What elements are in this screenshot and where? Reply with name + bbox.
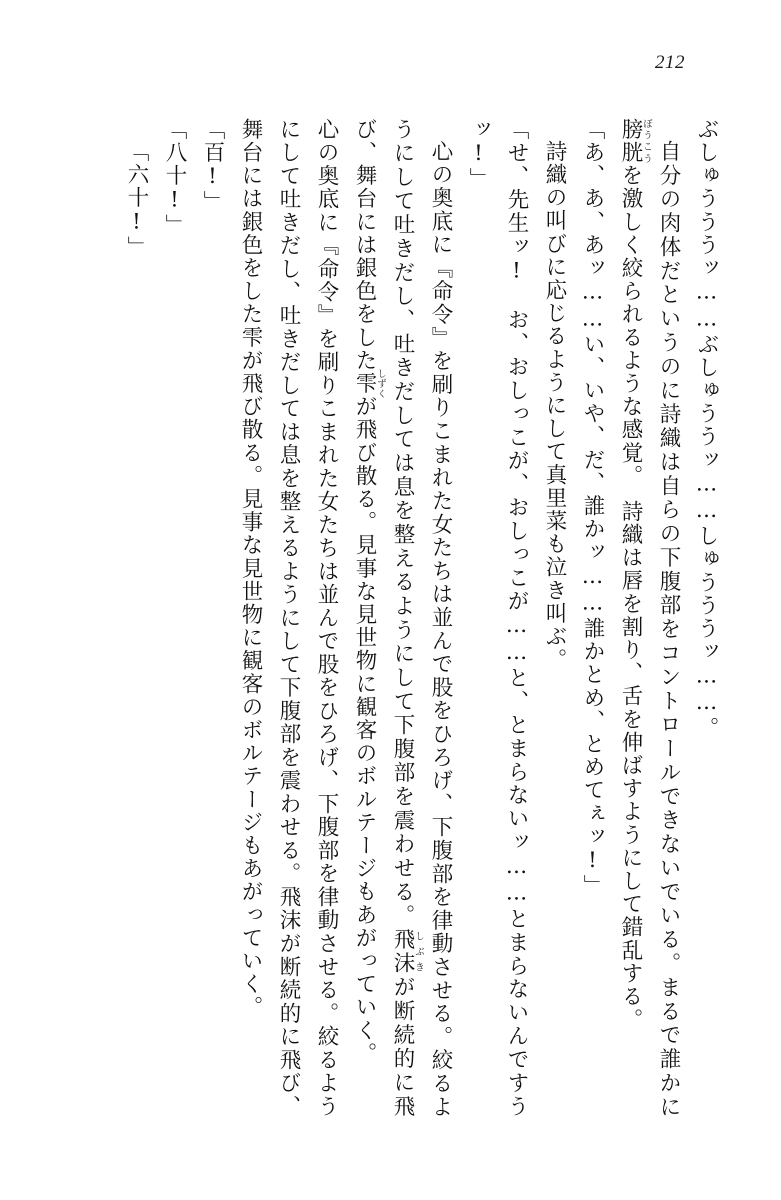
page-text-body <box>53 118 725 1118</box>
paragraph-10: 「六十!」 <box>124 139 149 259</box>
paragraph-2: 自分の肉体だというのに詩織は自らの下腹部をコントロールできないでいる。まるで誰かに膀胱ぼうこうを激しく絞られるような感覚。 詩織は唇を割り、舌を伸ばすようにして錯乱する。 <box>618 118 681 1118</box>
paragraph-3: 「あ、あ、あッ……い、いや、だ、誰かッ……誰かとめ、とめてぇッ!」 <box>580 118 605 898</box>
page-number: 212 <box>655 52 685 73</box>
paragraph-5: 「せ、先生ッ! お、おしっこが、おしっこが……と、とまらないッ……とまらないんですうッ!」 <box>466 118 529 1118</box>
ruby-text-shizuku: しずく <box>375 368 386 399</box>
ruby-shibuki: 飛沫しぶき <box>390 928 424 976</box>
paragraph-7: 心の奥底に『命令』を刷りこまれた女たちは並んで股をひろげ、下腹部を律動させる。絞るようにして吐きだし、吐きだしては息を整えるようにして下腹部を震わせる。飛沫が断続的に飛び、舞台には銀色をした雫が飛び散る。見事な見世物に観客のボルテージもあがっていく。 <box>238 118 339 1118</box>
ruby-shizuku: 雫しずく <box>352 368 386 399</box>
ruby-text-shibuki: しぶき <box>413 928 424 976</box>
paragraph-6: 心の奥底に『命令』を刷りこまれた女たちは並んで股をひろげ、下腹部を律動させる。絞るようにして吐きだし、吐きだしては息を整えるようにして下腹部を震わせる。飛沫しぶきが断続的に飛び、舞台には銀色をした雫しずくが飛び散る。見事な見世物に観客のボルテージもあがっていく。 <box>352 118 453 1118</box>
paragraph-4: 詩織の叫びに応じるようにして真里菜も泣き叫ぶ。 <box>542 139 567 671</box>
ruby-bokou: 膀胱ぼうこう <box>618 118 652 165</box>
ruby-text-bokou: ぼうこう <box>641 118 652 165</box>
paragraph-9: 「八十!」 <box>162 118 187 237</box>
paragraph-8: 「百!」 <box>200 118 225 214</box>
paragraph-1: ぶしゅうううッ……ぶしゅううッ……しゅうううッ……。 <box>694 118 719 740</box>
